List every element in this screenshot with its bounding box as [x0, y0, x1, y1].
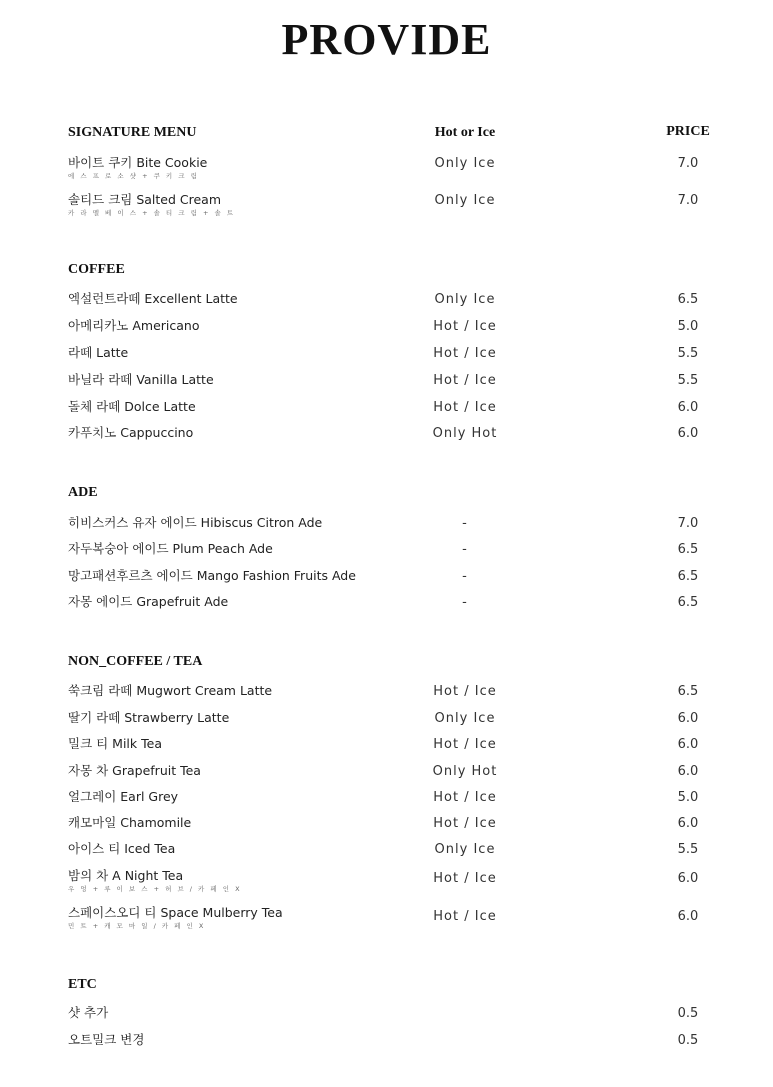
menu-item-row — [0, 566, 773, 590]
menu-item-row — [0, 190, 773, 217]
menu-item-price: 0.5 — [677, 1033, 699, 1048]
menu-item-name: 엑설런트라떼 Excellent Latte — [68, 291, 238, 306]
menu-item-row — [0, 423, 773, 447]
menu-item-hot-ice: Only Hot — [432, 426, 498, 441]
menu-item-row — [0, 734, 773, 758]
menu-item-name: 자두복숭아 에이드 Plum Peach Ade — [68, 541, 273, 556]
section-header-ade: ADE — [68, 485, 98, 500]
menu-item-hot-ice: Only Ice — [434, 292, 496, 307]
menu-item-description: 카 라 멜 베 이 스 + 솔 티 크 림 + 솔 트 — [68, 209, 236, 217]
menu-item-name: 자몽 에이드 Grapefruit Ade — [68, 594, 229, 609]
menu-item-hot-ice: - — [462, 542, 468, 557]
menu-item-row — [0, 787, 773, 811]
menu-item-hot-ice: - — [462, 595, 468, 610]
menu-item-hot-ice: Hot / Ice — [433, 871, 497, 886]
menu-item-name: 오트밀크 변경 — [68, 1032, 145, 1047]
menu-item-hot-ice: Only Ice — [434, 842, 496, 857]
menu-item-price: 6.0 — [677, 400, 699, 415]
menu-item-hot-ice: Hot / Ice — [433, 373, 497, 388]
menu-item-price: 5.0 — [677, 319, 699, 334]
menu-item-row — [0, 1003, 773, 1027]
menu-item-row — [0, 839, 773, 863]
menu-item-row — [0, 761, 773, 785]
menu-item-row — [0, 813, 773, 837]
menu-item-name: 밀크 티 Milk Tea — [68, 736, 162, 751]
menu-item-hot-ice: Hot / Ice — [433, 790, 497, 805]
menu-item-price: 5.5 — [677, 373, 699, 388]
menu-item-hot-ice: Hot / Ice — [433, 346, 497, 361]
section-header-non-coffee: NON_COFFEE / TEA — [68, 654, 203, 669]
menu-item-row — [0, 866, 773, 893]
column-header-hot-or-ice: Hot or Ice — [434, 125, 496, 140]
menu-item-price: 6.5 — [677, 684, 699, 699]
menu-item-price: 7.0 — [677, 516, 699, 531]
menu-item-price: 6.0 — [677, 909, 699, 924]
menu-item-row — [0, 370, 773, 394]
menu-item-description: 민 트 + 캐 모 마 일 / 카 페 인 X — [68, 922, 206, 930]
menu-item-name: 스페이스오디 티 Space Mulberry Tea — [68, 905, 283, 920]
menu-item-row — [0, 316, 773, 340]
menu-item-hot-ice: Only Hot — [432, 764, 498, 779]
menu-item-hot-ice: Only Ice — [434, 711, 496, 726]
menu-item-hot-ice: Only Ice — [434, 193, 496, 208]
menu-item-hot-ice: Hot / Ice — [433, 737, 497, 752]
menu-item-price: 7.0 — [677, 193, 699, 208]
menu-item-price: 6.5 — [677, 292, 699, 307]
menu-item-hot-ice: - — [462, 516, 468, 531]
menu-item-price: 0.5 — [677, 1006, 699, 1021]
menu-item-name: 바닐라 라떼 Vanilla Latte — [68, 372, 214, 387]
menu-item-price: 6.0 — [677, 426, 699, 441]
column-header-price: PRICE — [666, 124, 710, 139]
menu-item-name: 얼그레이 Earl Grey — [68, 789, 179, 804]
menu-item-hot-ice: Hot / Ice — [433, 909, 497, 924]
menu-item-name: 라떼 Latte — [68, 345, 129, 360]
menu-item-row — [0, 343, 773, 367]
menu-item-price: 6.0 — [677, 871, 699, 886]
menu-item-row — [0, 539, 773, 563]
menu-item-row — [0, 397, 773, 421]
menu-item-row — [0, 1030, 773, 1054]
menu-item-price: 6.0 — [677, 764, 699, 779]
menu-item-name: 밤의 차 A Night Tea — [68, 868, 184, 883]
menu-item-description: 에 스 프 로 소 샷 + 쿠 키 크 림 — [68, 172, 199, 180]
menu-item-name: 솔티드 크림 Salted Cream — [68, 192, 222, 207]
menu-item-name: 망고패션후르츠 에이드 Mango Fashion Fruits Ade — [68, 568, 356, 583]
menu-item-name: 아이스 티 Iced Tea — [68, 841, 176, 856]
menu-item-price: 5.0 — [677, 790, 699, 805]
menu-item-name: 히비스커스 유자 에이드 Hibiscus Citron Ade — [68, 515, 323, 530]
section-header-coffee: COFFEE — [68, 262, 125, 277]
menu-item-price: 7.0 — [677, 156, 699, 171]
menu-item-name: 아메리카노 Americano — [68, 318, 200, 333]
menu-item-row — [0, 708, 773, 732]
menu-item-name: 쑥크림 라떼 Mugwort Cream Latte — [68, 683, 273, 698]
section-header-etc: ETC — [68, 977, 97, 992]
menu-item-name: 캐모마일 Chamomile — [68, 815, 192, 830]
menu-item-name: 바이트 쿠키 Bite Cookie — [68, 155, 208, 170]
menu-item-row — [0, 903, 773, 930]
menu-item-hot-ice: Hot / Ice — [433, 319, 497, 334]
menu-item-description: 우 엉 + 루 이 보 스 + 허 브 / 카 페 인 X — [68, 885, 242, 893]
section-header-signature: SIGNATURE MENU — [68, 125, 197, 140]
menu-item-name: 자몽 차 Grapefruit Tea — [68, 763, 201, 778]
menu-item-name: 딸기 라떼 Strawberry Latte — [68, 710, 230, 725]
page-title: PROVIDE — [281, 15, 492, 64]
menu-item-row — [0, 153, 773, 180]
menu-item-hot-ice: Hot / Ice — [433, 400, 497, 415]
menu-item-price: 6.5 — [677, 595, 699, 610]
menu-item-price: 6.0 — [677, 711, 699, 726]
menu-item-row — [0, 513, 773, 537]
menu-item-price: 5.5 — [677, 842, 699, 857]
menu-item-price: 5.5 — [677, 346, 699, 361]
menu-item-hot-ice: Hot / Ice — [433, 684, 497, 699]
menu-item-price: 6.5 — [677, 569, 699, 584]
menu-item-row — [0, 289, 773, 313]
menu-item-name: 샷 추가 — [68, 1005, 109, 1020]
menu-item-row — [0, 681, 773, 705]
menu-item-hot-ice: Hot / Ice — [433, 816, 497, 831]
menu-item-row — [0, 592, 773, 616]
menu-item-price: 6.0 — [677, 816, 699, 831]
menu-item-hot-ice: Only Ice — [434, 156, 496, 171]
menu-item-hot-ice: - — [462, 569, 468, 584]
menu-item-price: 6.5 — [677, 542, 699, 557]
menu-item-name: 카푸치노 Cappuccino — [68, 425, 194, 440]
menu-item-price: 6.0 — [677, 737, 699, 752]
menu-item-name: 돌체 라떼 Dolce Latte — [68, 399, 196, 414]
